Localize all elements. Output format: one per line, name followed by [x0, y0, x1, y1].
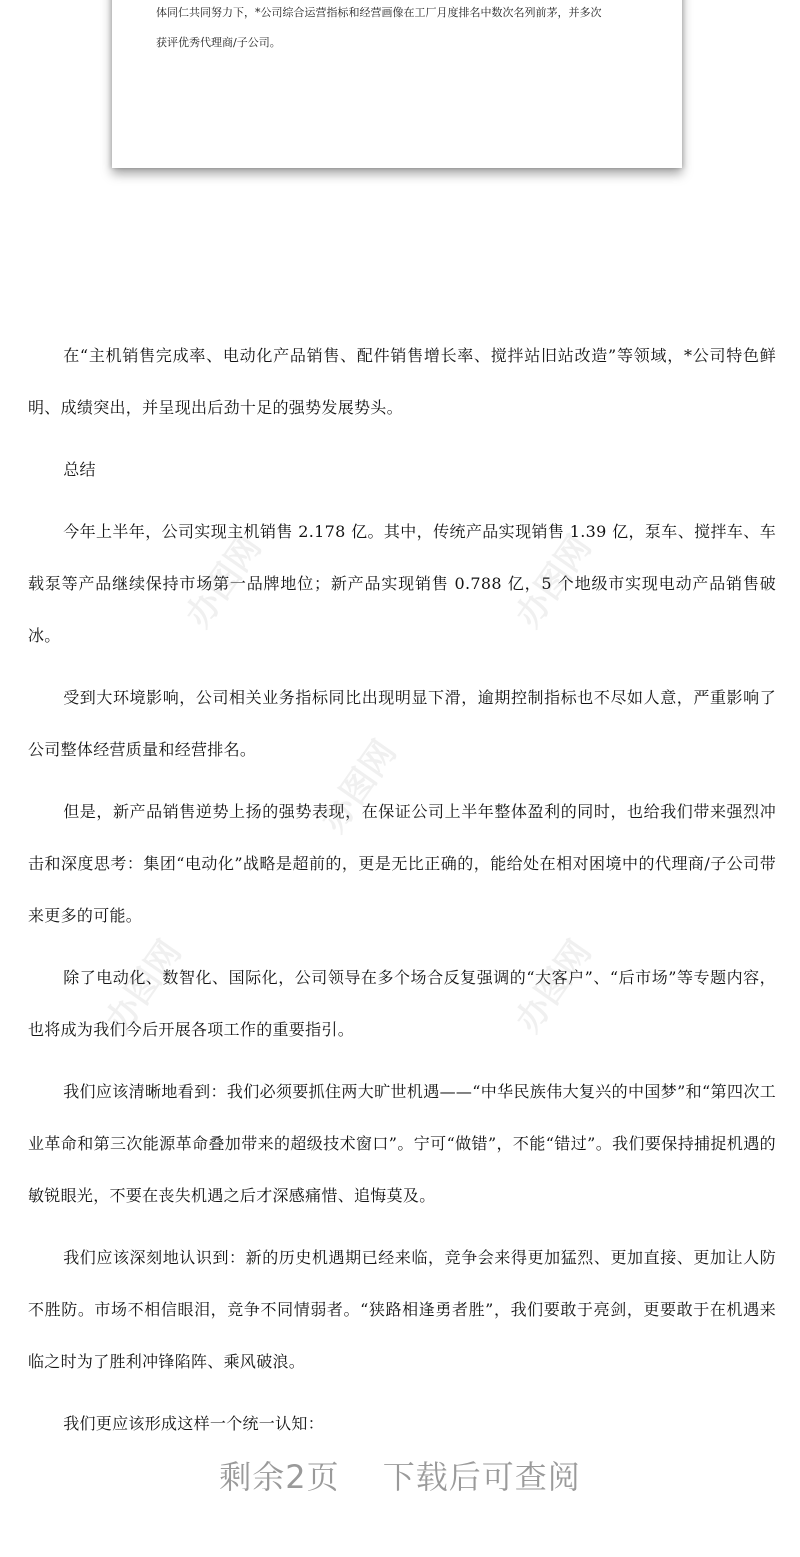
- paragraph-7: 我们应该深刻地认识到：新的历史机遇期已经来临，竞争会来得更加猛烈、更加直接、更加让人防不胜防。市场不相信眼泪，竞争不同情弱者。“狭路相逢勇者胜”，我们要敢于亮剑，更要敢于在机遇来临之时为了胜利冲锋陷阵、乘风破浪。: [28, 1248, 776, 1371]
- section-heading-summary: 总结: [63, 460, 96, 479]
- card-line-1: 体同仁共同努力下，*公司综合运营指标和经营画像在工厂月度排名中数次名列前茅，并多次: [156, 6, 602, 19]
- watermark: 办图网: [508, 933, 600, 1040]
- card-line-2: 获评优秀代理商/子公司。: [156, 36, 281, 49]
- paragraph-4: 但是，新产品销售逆势上扬的强势表现，在保证公司上半年整体盈利的同时，也给我们带来强烈冲击和深度思考：集团“电动化”战略是超前的，更是无比正确的，能给处在相对困境中的代理商/子公司带来更多的可能。: [28, 802, 776, 925]
- paragraph-2: 今年上半年，公司实现主机销售 2.178 亿。其中，传统产品实现销售 1.39 亿，泵车、搅拌车、车载泵等产品继续保持市场第一品牌地位；新产品实现销售 0.788 亿，5 个地级市实现电动产品销售破冰。: [28, 522, 776, 645]
- paragraph-8: 我们更应该形成这样一个统一认知：: [63, 1414, 324, 1433]
- preview-page-card: [112, 0, 682, 168]
- download-prompt[interactable]: [0, 1452, 800, 1498]
- paragraph-6: 我们应该清晰地看到：我们必须要抓住两大旷世机遇——“中华民族伟大复兴的中国梦”和“第四次工业革命和第三次能源革命叠加带来的超级技术窗口”。宁可“做错”，不能“错过”。我们要保持捕捉机遇的敏锐眼光，不要在丧失机遇之后才深感痛惜、追悔莫及。: [28, 1082, 776, 1205]
- paragraph-3: 受到大环境影响，公司相关业务指标同比出现明显下滑，逾期控制指标也不尽如人意，严重影响了公司整体经营质量和经营排名。: [28, 688, 776, 759]
- remaining-pages-text[interactable]: 剩余2页: [219, 1458, 340, 1496]
- watermark: 办图网: [178, 528, 270, 635]
- paragraph-1: 在“主机销售完成率、电动化产品销售、配件销售增长率、搅拌站旧站改造”等领域，*公司特色鲜明、成绩突出，并呈现出后劲十足的强势发展势头。: [28, 346, 776, 417]
- watermark: 办图网: [98, 933, 190, 1040]
- paragraph-5: 除了电动化、数智化、国际化，公司领导在多个场合反复强调的“大客户”、“后市场”等专题内容，也将成为我们今后开展各项工作的重要指引。: [28, 968, 776, 1039]
- watermark: 办图网: [508, 528, 600, 635]
- document-body: [28, 330, 776, 1460]
- download-to-view-text[interactable]: 下载后可查阅: [382, 1458, 581, 1496]
- watermark: 办图网: [313, 733, 405, 840]
- card-text: [156, 0, 656, 58]
